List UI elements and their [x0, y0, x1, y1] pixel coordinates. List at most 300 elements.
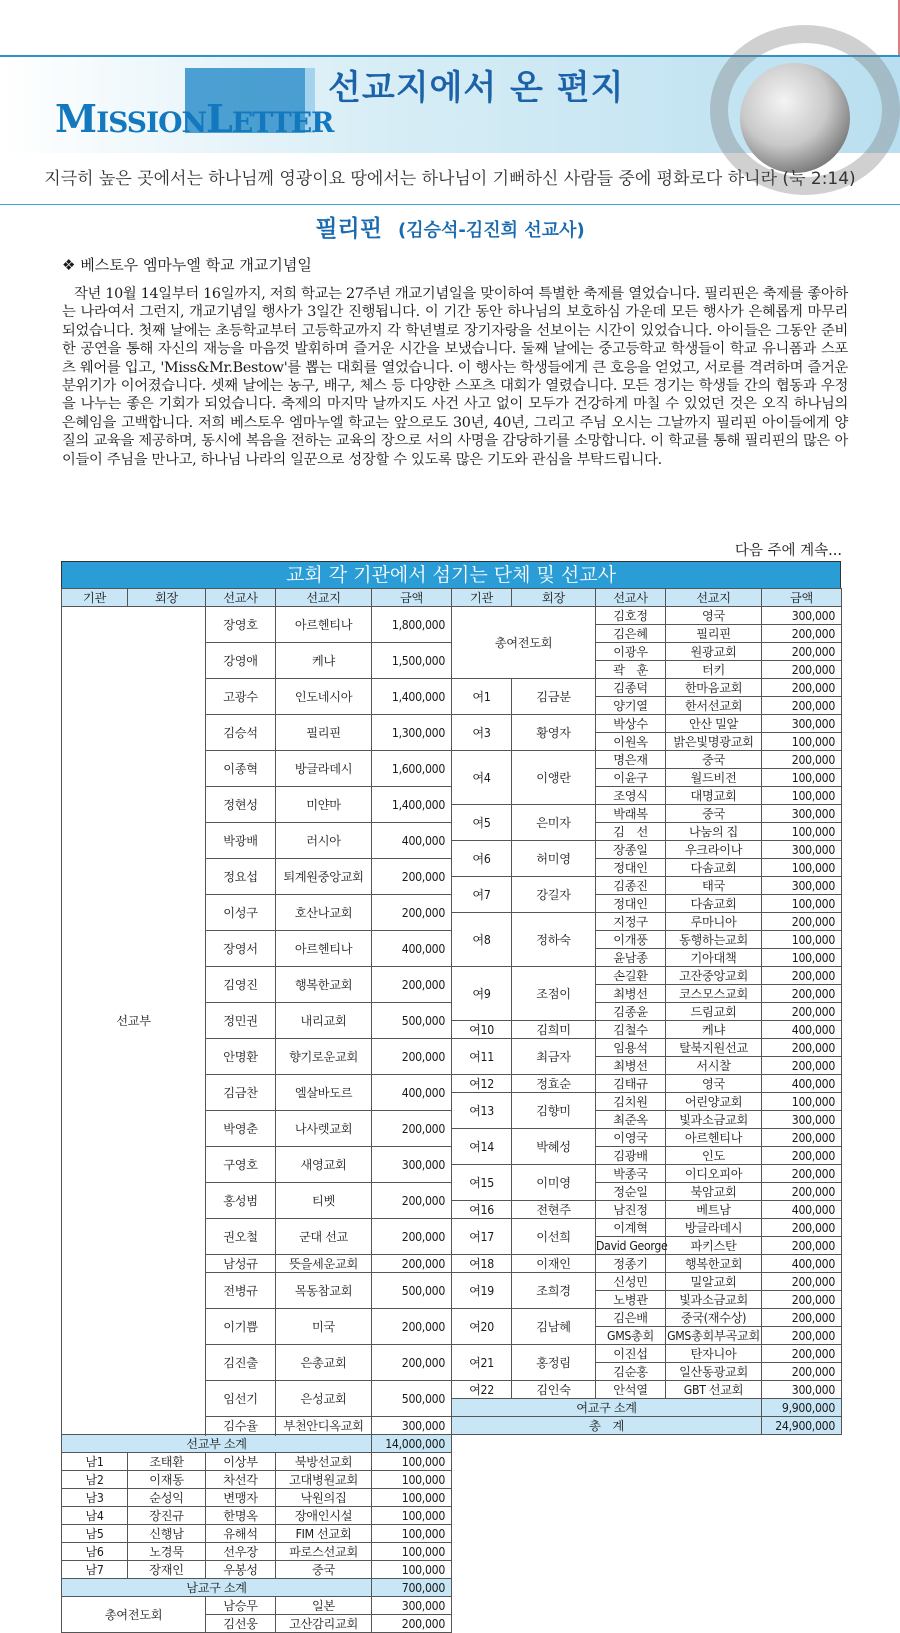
mission-field: 은총교회 [276, 1345, 372, 1381]
mission-field: 중국(재수상) [666, 1309, 762, 1327]
amount: 200,000 [762, 1327, 842, 1345]
missionary-name: 박종국 [596, 1165, 666, 1183]
amount: 200,000 [762, 1273, 842, 1291]
mission-field: 일본 [276, 1597, 372, 1615]
missionary-name: 김철수 [596, 1021, 666, 1039]
org-name: 여6 [452, 841, 512, 877]
mission-field: 다솜교회 [666, 859, 762, 877]
mission-field: 탈북지원선교 [666, 1039, 762, 1057]
missionary-name: 김승석 [206, 715, 276, 751]
amount: 200,000 [762, 985, 842, 1003]
men-cell: 장애인시설 [276, 1507, 372, 1525]
org-name: 여21 [452, 1345, 512, 1381]
table-row [62, 607, 842, 625]
amount: 200,000 [762, 1129, 842, 1147]
president-name: 김인숙 [512, 1381, 596, 1399]
missionary-name: 명은재 [596, 751, 666, 769]
org-name: 여16 [452, 1201, 512, 1219]
mission-field: 중국 [666, 805, 762, 823]
missionary-name: 임선기 [206, 1381, 276, 1417]
amount: 200,000 [762, 697, 842, 715]
amount: 300,000 [762, 1381, 842, 1399]
president-name: 이선희 [512, 1219, 596, 1255]
men-cell: 노경묵 [128, 1543, 206, 1561]
men-cell: 이상부 [206, 1453, 276, 1471]
mission-field: 퇴계원중앙교회 [276, 859, 372, 895]
amount: 400,000 [762, 1255, 842, 1273]
amount: 400,000 [762, 1021, 842, 1039]
mission-field: 월드비전 [666, 769, 762, 787]
missionary-name: 정요섭 [206, 859, 276, 895]
president-name: 김남혜 [512, 1309, 596, 1345]
missionary-name: 지정구 [596, 913, 666, 931]
amount: 200,000 [372, 859, 452, 895]
amount: 400,000 [762, 1201, 842, 1219]
mission-field: 베트남 [666, 1201, 762, 1219]
missionary-name: 양기열 [596, 697, 666, 715]
amount: 500,000 [372, 1381, 452, 1417]
org-name: 여8 [452, 913, 512, 967]
mission-field: 빛과소금교회 [666, 1291, 762, 1309]
table-row [62, 1579, 842, 1597]
president-name: 이미영 [512, 1165, 596, 1201]
amount: 200,000 [762, 967, 842, 985]
mission-field: 군대 선교 [276, 1219, 372, 1255]
missionary-name: 남진정 [596, 1201, 666, 1219]
amount: 300,000 [372, 1597, 452, 1615]
missionary-name: 이윤구 [596, 769, 666, 787]
mission-field: 터키 [666, 661, 762, 679]
mission-field: 부천안디옥교회 [276, 1417, 372, 1435]
amount: 200,000 [762, 1291, 842, 1309]
mission-field: 이디오피아 [666, 1165, 762, 1183]
missionary-name: 정민권 [206, 1003, 276, 1039]
missionary-name: 홍성범 [206, 1183, 276, 1219]
missionary-name: 남승무 [206, 1597, 276, 1615]
missionary-name: 박광배 [206, 823, 276, 859]
amount: 100,000 [762, 769, 842, 787]
president-name: 김향미 [512, 1093, 596, 1129]
missionary-name: 김치원 [596, 1093, 666, 1111]
missionary-name: 이기쁨 [206, 1309, 276, 1345]
president-name: 정하숙 [512, 913, 596, 967]
amount: 200,000 [762, 751, 842, 769]
missionary-name: 김종진 [596, 877, 666, 895]
amount: 200,000 [372, 1219, 452, 1255]
mission-field: 어린양교회 [666, 1093, 762, 1111]
amount: 300,000 [762, 877, 842, 895]
missionary-name: 최병선 [596, 985, 666, 1003]
amount: 200,000 [762, 1183, 842, 1201]
mission-field: 탄자니아 [666, 1345, 762, 1363]
missionary-name: 김 선 [596, 823, 666, 841]
page-title: 선교지에서 온 편지 [328, 68, 625, 108]
amount: 100,000 [762, 787, 842, 805]
amount: 1,400,000 [372, 679, 452, 715]
column-header: 회장 [128, 589, 206, 607]
divider [0, 204, 900, 205]
amount: 300,000 [372, 1417, 452, 1435]
mission-field: 아르헨티나 [666, 1129, 762, 1147]
amount: 200,000 [762, 661, 842, 679]
table-row [62, 1471, 842, 1489]
men-cell: 100,000 [372, 1525, 452, 1543]
mission-field: 고산감리교회 [276, 1615, 372, 1633]
missionary-name: 이성구 [206, 895, 276, 931]
mission-field: 중국 [666, 751, 762, 769]
men-cell: 신행남 [128, 1525, 206, 1543]
amount: 400,000 [762, 1075, 842, 1093]
amount: 200,000 [762, 1165, 842, 1183]
men-cell: 남6 [62, 1543, 128, 1561]
missionary-name: 윤남종 [596, 949, 666, 967]
missionary-name: 조영식 [596, 787, 666, 805]
table-row [62, 1435, 842, 1453]
men-cell: 100,000 [372, 1507, 452, 1525]
amount: 300,000 [762, 607, 842, 625]
mission-field: 아르헨티나 [276, 931, 372, 967]
subtotal-label: 선교부 소계 [62, 1435, 372, 1453]
president-name: 강길자 [512, 877, 596, 913]
support-table [61, 561, 841, 1633]
org-name: 여13 [452, 1093, 512, 1129]
column-header: 선교지 [276, 589, 372, 607]
mission-field: 동행하는교회 [666, 931, 762, 949]
missionary-name: 이종혁 [206, 751, 276, 787]
amount: 1,800,000 [372, 607, 452, 643]
missionary-name: 김금찬 [206, 1075, 276, 1111]
missionary-name: 손길환 [596, 967, 666, 985]
missionary-name: 이진섭 [596, 1345, 666, 1363]
mission-field: 목동참교회 [276, 1273, 372, 1309]
missionary-name: 정현성 [206, 787, 276, 823]
column-header: 금액 [372, 589, 452, 607]
mission-field: 코스모스교회 [666, 985, 762, 1003]
men-cell: 유해석 [206, 1525, 276, 1543]
mission-field: 새영교회 [276, 1147, 372, 1183]
missionary-name: 전병규 [206, 1273, 276, 1309]
missionary-name: 장영서 [206, 931, 276, 967]
mission-field: 빛과소금교회 [666, 1111, 762, 1129]
missionary-name: 박상수 [596, 715, 666, 733]
mission-field: GBT 선교회 [666, 1381, 762, 1399]
org-name: 여18 [452, 1255, 512, 1273]
article-country: 필리핀 (김승석-김진희 선교사) [315, 216, 585, 242]
mission-field: 엘살바도르 [276, 1075, 372, 1111]
amount: 200,000 [372, 1309, 452, 1345]
missionary-name: 이개풍 [596, 931, 666, 949]
amount: 400,000 [372, 823, 452, 859]
amount: 300,000 [762, 805, 842, 823]
mission-field: 고잔중앙교회 [666, 967, 762, 985]
president-name: 허미영 [512, 841, 596, 877]
president-name: 홍정림 [512, 1345, 596, 1381]
president-name: 박혜성 [512, 1129, 596, 1165]
missionary-name: 최병선 [596, 1057, 666, 1075]
org-name: 여7 [452, 877, 512, 913]
org-name: 총여전도회 [452, 607, 596, 679]
amount: 500,000 [372, 1003, 452, 1039]
mission-field: 루마니아 [666, 913, 762, 931]
amount: 200,000 [762, 913, 842, 931]
missionary-name: 이원옥 [596, 733, 666, 751]
missionary-name: 최준옥 [596, 1111, 666, 1129]
org-name: 여12 [452, 1075, 512, 1093]
amount: 200,000 [762, 1345, 842, 1363]
mission-field: 밝은빛명광교회 [666, 733, 762, 751]
amount: 100,000 [762, 733, 842, 751]
amount: 200,000 [372, 967, 452, 1003]
table-row [62, 1453, 842, 1471]
column-header: 선교사 [596, 589, 666, 607]
amount: 1,600,000 [372, 751, 452, 787]
missionary-name: 김순홍 [596, 1363, 666, 1381]
men-cell: 장재인 [128, 1561, 206, 1579]
men-cell: 순성익 [128, 1489, 206, 1507]
amount: 1,400,000 [372, 787, 452, 823]
subtotal-label: 남교구 소계 [62, 1579, 372, 1597]
amount: 100,000 [762, 859, 842, 877]
amount: 1,500,000 [372, 643, 452, 679]
missionary-name: 노병관 [596, 1291, 666, 1309]
org-name: 여5 [452, 805, 512, 841]
mission-field: 아르헨티나 [276, 607, 372, 643]
article-heading: ❖ 베스토우 엠마누엘 학교 개교기념일 [62, 256, 312, 274]
mission-field: 케냐 [276, 643, 372, 679]
missionary-name: 정순일 [596, 1183, 666, 1201]
missionary-name: 이광우 [596, 643, 666, 661]
mission-field: 방글라데시 [276, 751, 372, 787]
missionary-name: 김진출 [206, 1345, 276, 1381]
president-name: 조희경 [512, 1273, 596, 1309]
missionary-name: 안석열 [596, 1381, 666, 1399]
amount: 200,000 [762, 625, 842, 643]
column-header: 금액 [762, 589, 842, 607]
subtotal-label: 여교구 소계 [452, 1399, 762, 1417]
missionary-name: GMS총회 [596, 1327, 666, 1345]
column-header: 기관 [452, 589, 512, 607]
men-cell: FIM 선교회 [276, 1525, 372, 1543]
men-cell: 장진규 [128, 1507, 206, 1525]
table-row [62, 1561, 842, 1579]
subtotal-amount: 14,000,000 [372, 1435, 452, 1453]
mission-field: 러시아 [276, 823, 372, 859]
mission-field: 밀알교회 [666, 1273, 762, 1291]
mission-field: 한마음교회 [666, 679, 762, 697]
men-cell: 북방선교회 [276, 1453, 372, 1471]
amount: 200,000 [372, 1183, 452, 1219]
missionary-name: 김은배 [596, 1309, 666, 1327]
org-name: 여3 [452, 715, 512, 751]
table-row [62, 1543, 842, 1561]
mission-field: 향기로운교회 [276, 1039, 372, 1075]
org-name: 여20 [452, 1309, 512, 1345]
mission-field: 안산 밀알 [666, 715, 762, 733]
amount: 200,000 [762, 1039, 842, 1057]
mission-field: 방글라데시 [666, 1219, 762, 1237]
subtotal-amount: 700,000 [372, 1579, 452, 1597]
mission-field: 다솜교회 [666, 895, 762, 913]
mission-field: 행복한교회 [666, 1255, 762, 1273]
men-cell: 변맹자 [206, 1489, 276, 1507]
men-cell: 100,000 [372, 1453, 452, 1471]
missionary-name: 김영진 [206, 967, 276, 1003]
men-cell: 남7 [62, 1561, 128, 1579]
mission-field: 티벳 [276, 1183, 372, 1219]
org-name: 여11 [452, 1039, 512, 1075]
president-name: 최금자 [512, 1039, 596, 1075]
table-row [62, 1489, 842, 1507]
mission-field: 우크라이나 [666, 841, 762, 859]
mission-field: 나눔의 집 [666, 823, 762, 841]
mission-field: 내리교회 [276, 1003, 372, 1039]
mission-letter-logo: MISSIONLETTER [55, 96, 334, 141]
men-cell: 남4 [62, 1507, 128, 1525]
mission-field: 영국 [666, 607, 762, 625]
missionary-name: 김태규 [596, 1075, 666, 1093]
men-cell: 중국 [276, 1561, 372, 1579]
missionary-name: 곽 훈 [596, 661, 666, 679]
missionary-name: 권오철 [206, 1219, 276, 1255]
mission-field: 은성교회 [276, 1381, 372, 1417]
president-name: 김희미 [512, 1021, 596, 1039]
president-name: 이앵란 [512, 751, 596, 805]
amount: 200,000 [762, 643, 842, 661]
men-cell: 100,000 [372, 1561, 452, 1579]
missionary-name: 김수율 [206, 1417, 276, 1435]
mission-field: 호산나교회 [276, 895, 372, 931]
amount: 300,000 [372, 1147, 452, 1183]
president-name: 조점이 [512, 967, 596, 1021]
org-name: 여19 [452, 1273, 512, 1309]
mission-field: 기아대책 [666, 949, 762, 967]
mission-field: 미얀마 [276, 787, 372, 823]
total-amount: 24,900,000 [762, 1417, 842, 1435]
org-name: 여1 [452, 679, 512, 715]
article-body: 작년 10월 14일부터 16일까지, 저희 학교는 27주년 개교기념일을 맞이하여 특별한 축제를 열었습니다. 필리핀은 축제를 좋아하는 나라여서 그런지, 개교기념일 행사가 3일간 진행됩니다. 이 기간 동안 하나님의 보호하심 가운데 모든 행사가 은혜롭게 마무리되었습니다. 첫째 날에는 초등학교부터 고등학교까지 각 학년별로 장기자랑을 선보이는 시간이 있었습니다. 아이들은 그동안 준비한 공연을 통해 자신의 재능을 마음껏 발휘하며 즐거운 시간을 보냈습니다. 둘째 날에는 중고등학교 학생들이 학교 유니폼과 스포츠 웨어를 입고, 'Miss&Mr.Bestow'를 뽑는 대회를 열었습니다. 이 행사는 학생들에게 큰 호응을 얻었고, 서로를 격려하며 즐거운 분위기가 이어졌습니다. 셋째 날에는 농구, 배구, 체스 등 다양한 스포츠 대회가 열렸습니다. 모든 경기는 학생들 간의 협동과 우정을 나누는 좋은 기회가 되었습니다. 축제의 마지막 날까지도 사건 사고 없이 모두가 건강하게 마칠 수 있었던 것은 오직 하나님의 은혜임을 고백합니다. 저희 베스토우 엠마누엘 학교는 앞으로도 30년, 40년, 그리고 주님 오시는 그날까지 필리핀 아이들에게 양질의 교육을 제공하며, 동시에 복음을 전하는 교육의 장으로 서의 사명을 감당하기를 소망합니다. 이 학교를 통해 필리핀의 많은 아이들이 주님을 만나고, 하나님 나라의 일꾼으로 성장할 수 있도록 많은 기도와 관심을 부탁드립니다. [62, 286, 848, 468]
group-label: 총여전도회 [62, 1597, 206, 1633]
amount: 300,000 [762, 841, 842, 859]
missionary-name: 김선웅 [206, 1615, 276, 1633]
org-name: 여17 [452, 1219, 512, 1255]
mission-field: 북암교회 [666, 1183, 762, 1201]
missionary-name: 정대인 [596, 859, 666, 877]
men-cell: 100,000 [372, 1489, 452, 1507]
president-name: 김금분 [512, 679, 596, 715]
president-name: 정효순 [512, 1075, 596, 1093]
org-name: 여15 [452, 1165, 512, 1201]
mission-field: 태국 [666, 877, 762, 895]
support-grid [61, 588, 842, 1633]
mission-field: GMS총회부곡교회 [666, 1327, 762, 1345]
org-name: 여14 [452, 1129, 512, 1165]
president-name: 황영자 [512, 715, 596, 751]
mission-field: 행복한교회 [276, 967, 372, 1003]
amount: 300,000 [762, 1111, 842, 1129]
amount: 200,000 [372, 1615, 452, 1633]
amount: 100,000 [762, 949, 842, 967]
mission-field: 서시찰 [666, 1057, 762, 1075]
missionary-name: 임용석 [596, 1039, 666, 1057]
bible-verse: 지극히 높은 곳에서는 하나님께 영광이요 땅에서는 하나님이 기뻐하신 사람들 중에 평화로다 하니라 (눅 2:14) [44, 169, 856, 189]
missionary-name: 안명환 [206, 1039, 276, 1075]
president-name: 이재인 [512, 1255, 596, 1273]
mission-field: 필리핀 [666, 625, 762, 643]
column-header: 회장 [512, 589, 596, 607]
mission-field: 인도네시아 [276, 679, 372, 715]
men-cell: 한명옥 [206, 1507, 276, 1525]
men-cell: 조태환 [128, 1453, 206, 1471]
men-cell: 파로스선교회 [276, 1543, 372, 1561]
mission-field: 일산동광교회 [666, 1363, 762, 1381]
mission-field: 케냐 [666, 1021, 762, 1039]
amount: 200,000 [762, 1237, 842, 1255]
amount: 500,000 [372, 1273, 452, 1309]
table-row [62, 1507, 842, 1525]
amount: 200,000 [762, 1363, 842, 1381]
missionary-name: 신성민 [596, 1273, 666, 1291]
missionary-name: 정대인 [596, 895, 666, 913]
mission-field: 나사렛교회 [276, 1111, 372, 1147]
amount: 100,000 [762, 1093, 842, 1111]
table-title: 교회 각 기관에서 섬기는 단체 및 선교사 [61, 561, 841, 588]
missionary-name: 이영국 [596, 1129, 666, 1147]
amount: 200,000 [372, 1111, 452, 1147]
missionary-name: 김종덕 [596, 679, 666, 697]
amount: 200,000 [372, 895, 452, 931]
men-cell: 우봉성 [206, 1561, 276, 1579]
amount: 200,000 [372, 1345, 452, 1381]
missionary-name: 이계혁 [596, 1219, 666, 1237]
amount: 200,000 [372, 1039, 452, 1075]
amount: 200,000 [762, 1219, 842, 1237]
mission-field: 영국 [666, 1075, 762, 1093]
amount: 1,300,000 [372, 715, 452, 751]
column-header: 선교사 [206, 589, 276, 607]
mission-field: 드림교회 [666, 1003, 762, 1021]
missionary-name: 김은혜 [596, 625, 666, 643]
amount: 200,000 [762, 679, 842, 697]
org-name: 여22 [452, 1381, 512, 1399]
missionary-name: 김광배 [596, 1147, 666, 1165]
table-row [62, 1525, 842, 1543]
men-cell: 남2 [62, 1471, 128, 1489]
mission-field: 대명교회 [666, 787, 762, 805]
amount: 100,000 [762, 895, 842, 913]
men-cell: 남3 [62, 1489, 128, 1507]
men-cell: 남1 [62, 1453, 128, 1471]
amount: 200,000 [762, 1003, 842, 1021]
missionary-name: David George [596, 1238, 668, 1253]
mission-field: 뜻을세운교회 [276, 1255, 372, 1273]
group-label: 선교부 [62, 607, 206, 1435]
column-header: 기관 [62, 589, 128, 607]
amount: 300,000 [762, 715, 842, 733]
mission-field: 인도 [666, 1147, 762, 1165]
men-cell: 100,000 [372, 1471, 452, 1489]
table-header-row [62, 589, 842, 607]
mission-field: 필리핀 [276, 715, 372, 751]
subtotal-amount: 9,900,000 [762, 1399, 842, 1417]
men-cell: 남5 [62, 1525, 128, 1543]
mission-field: 한서선교회 [666, 697, 762, 715]
missionary-name: 고광수 [206, 679, 276, 715]
globe-icon [710, 55, 900, 153]
amount: 200,000 [372, 1255, 452, 1273]
amount: 400,000 [372, 1075, 452, 1111]
missionary-name: 박래복 [596, 805, 666, 823]
missionary-name: 박영춘 [206, 1111, 276, 1147]
